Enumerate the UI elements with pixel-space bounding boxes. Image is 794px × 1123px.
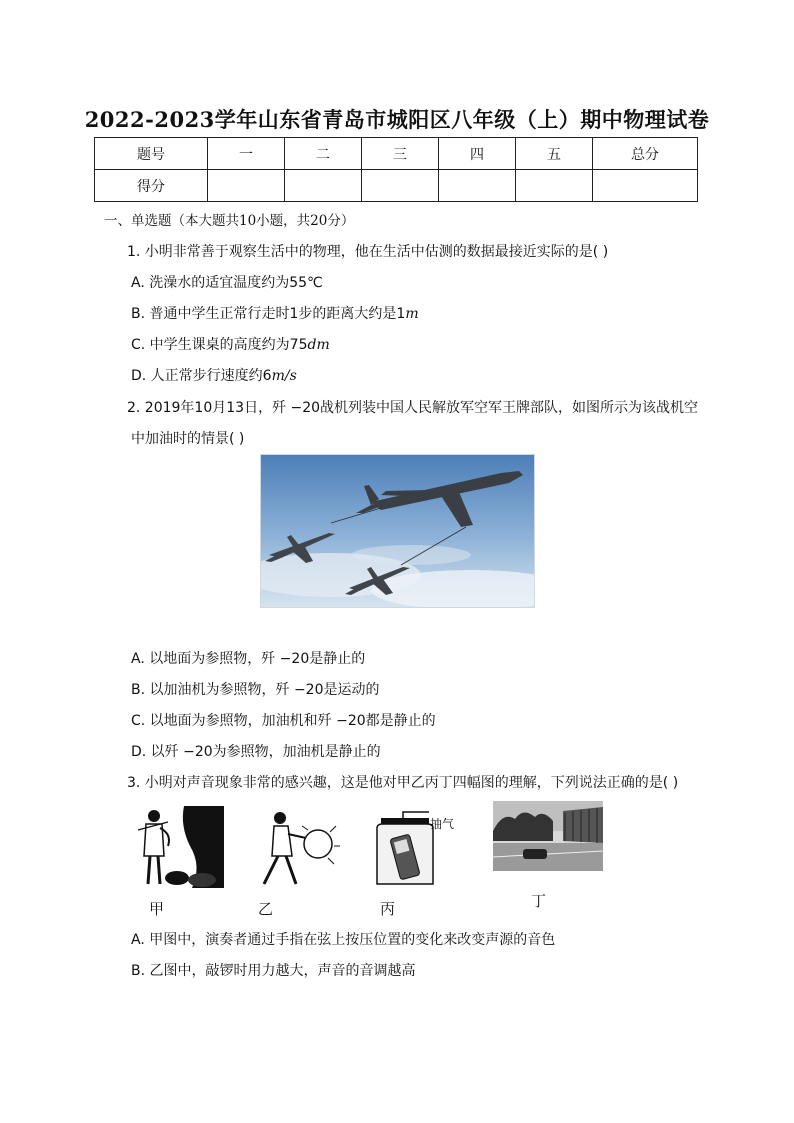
page-title: 2022-2023学年山东省青岛市城阳区八年级（上）期中物理试卷 [84, 107, 710, 132]
figure-ding [493, 801, 603, 871]
q1-option-d-unit: m/s [271, 368, 297, 384]
score-table [94, 137, 698, 202]
q1-option-d [131, 365, 297, 385]
cell-score-label: 得分 [95, 170, 208, 202]
violinist-illustration [132, 806, 224, 888]
refueling-photo [260, 454, 535, 608]
q3-option-b: B. 乙图中，敲锣时用力越大，声音的音调越高 [131, 963, 416, 979]
cell-part-4: 四 [439, 138, 516, 170]
refueling-illustration [261, 455, 534, 607]
q2-option-d: D. 以歼 −20为参照物，加油机是静止的 [131, 744, 381, 760]
score-cell-2[interactable] [285, 170, 362, 202]
q1-option-c-unit: dm [307, 337, 330, 353]
figure-jia-label: 甲 [149, 900, 165, 918]
q3-stem: 3. 小明对声音现象非常的感兴趣，这是他对甲乙丙丁四幅图的理解，下列说法正确的是( ) [127, 775, 679, 791]
road-noise-barrier-illustration [493, 801, 603, 871]
q1-option-a: A. 洗澡水的适宜温度约为55℃ [131, 275, 323, 291]
q1-option-b-text: B. 普通中学生正常行走时1步的距离大约是1 [131, 306, 406, 322]
score-cell-5[interactable] [516, 170, 593, 202]
figure-yi-label: 乙 [258, 900, 274, 918]
q2-option-c: C. 以地面为参照物，加油机和歼 −20都是静止的 [131, 713, 436, 729]
q1-option-b [131, 303, 419, 323]
q2-option-a: A. 以地面为参照物，歼 −20是静止的 [131, 651, 366, 667]
q2-option-b: B. 以加油机为参照物，歼 −20是运动的 [131, 682, 380, 698]
q1-option-b-unit: m [405, 306, 419, 322]
q2-stem-line1: 2. 2019年10月13日，歼 −20战机列装中国人民解放军空军王牌部队，如图所示为该战机空 [127, 400, 699, 416]
score-table-header-row [95, 138, 698, 170]
q1-stem: 1. 小明非常善于观察生活中的物理，他在生活中估测的数据最接近实际的是( ) [127, 244, 609, 260]
score-cell-3[interactable] [362, 170, 439, 202]
cell-part-1: 一 [208, 138, 285, 170]
score-cell-1[interactable] [208, 170, 285, 202]
figure-ding-label: 丁 [531, 892, 547, 910]
pump-label: 抽气 [430, 817, 455, 831]
score-cell-4[interactable] [439, 170, 516, 202]
cell-part-3: 三 [362, 138, 439, 170]
q2-stem-line2: 中加油时的情景( ) [131, 431, 245, 447]
section-heading: 一、单选题（本大题共10小题，共20分） [104, 213, 355, 229]
q1-option-c [131, 334, 330, 354]
figure-jia [132, 806, 224, 888]
figure-bing-label: 丙 [380, 900, 396, 918]
score-cell-total[interactable] [593, 170, 698, 202]
cell-part-2: 二 [285, 138, 362, 170]
q3-option-a: A. 甲图中，演奏者通过手指在弦上按压位置的变化来改变声源的音色 [131, 932, 556, 948]
gong-illustration [252, 808, 342, 888]
q1-option-d-text: D. 人正常步行速度约6 [131, 368, 272, 384]
q1-option-c-text: C. 中学生课桌的高度约为75 [131, 337, 308, 353]
cell-part-5: 五 [516, 138, 593, 170]
score-table-score-row [95, 170, 698, 202]
cell-question-number-label: 题号 [95, 138, 208, 170]
figure-yi [252, 808, 342, 888]
cell-total: 总分 [593, 138, 698, 170]
